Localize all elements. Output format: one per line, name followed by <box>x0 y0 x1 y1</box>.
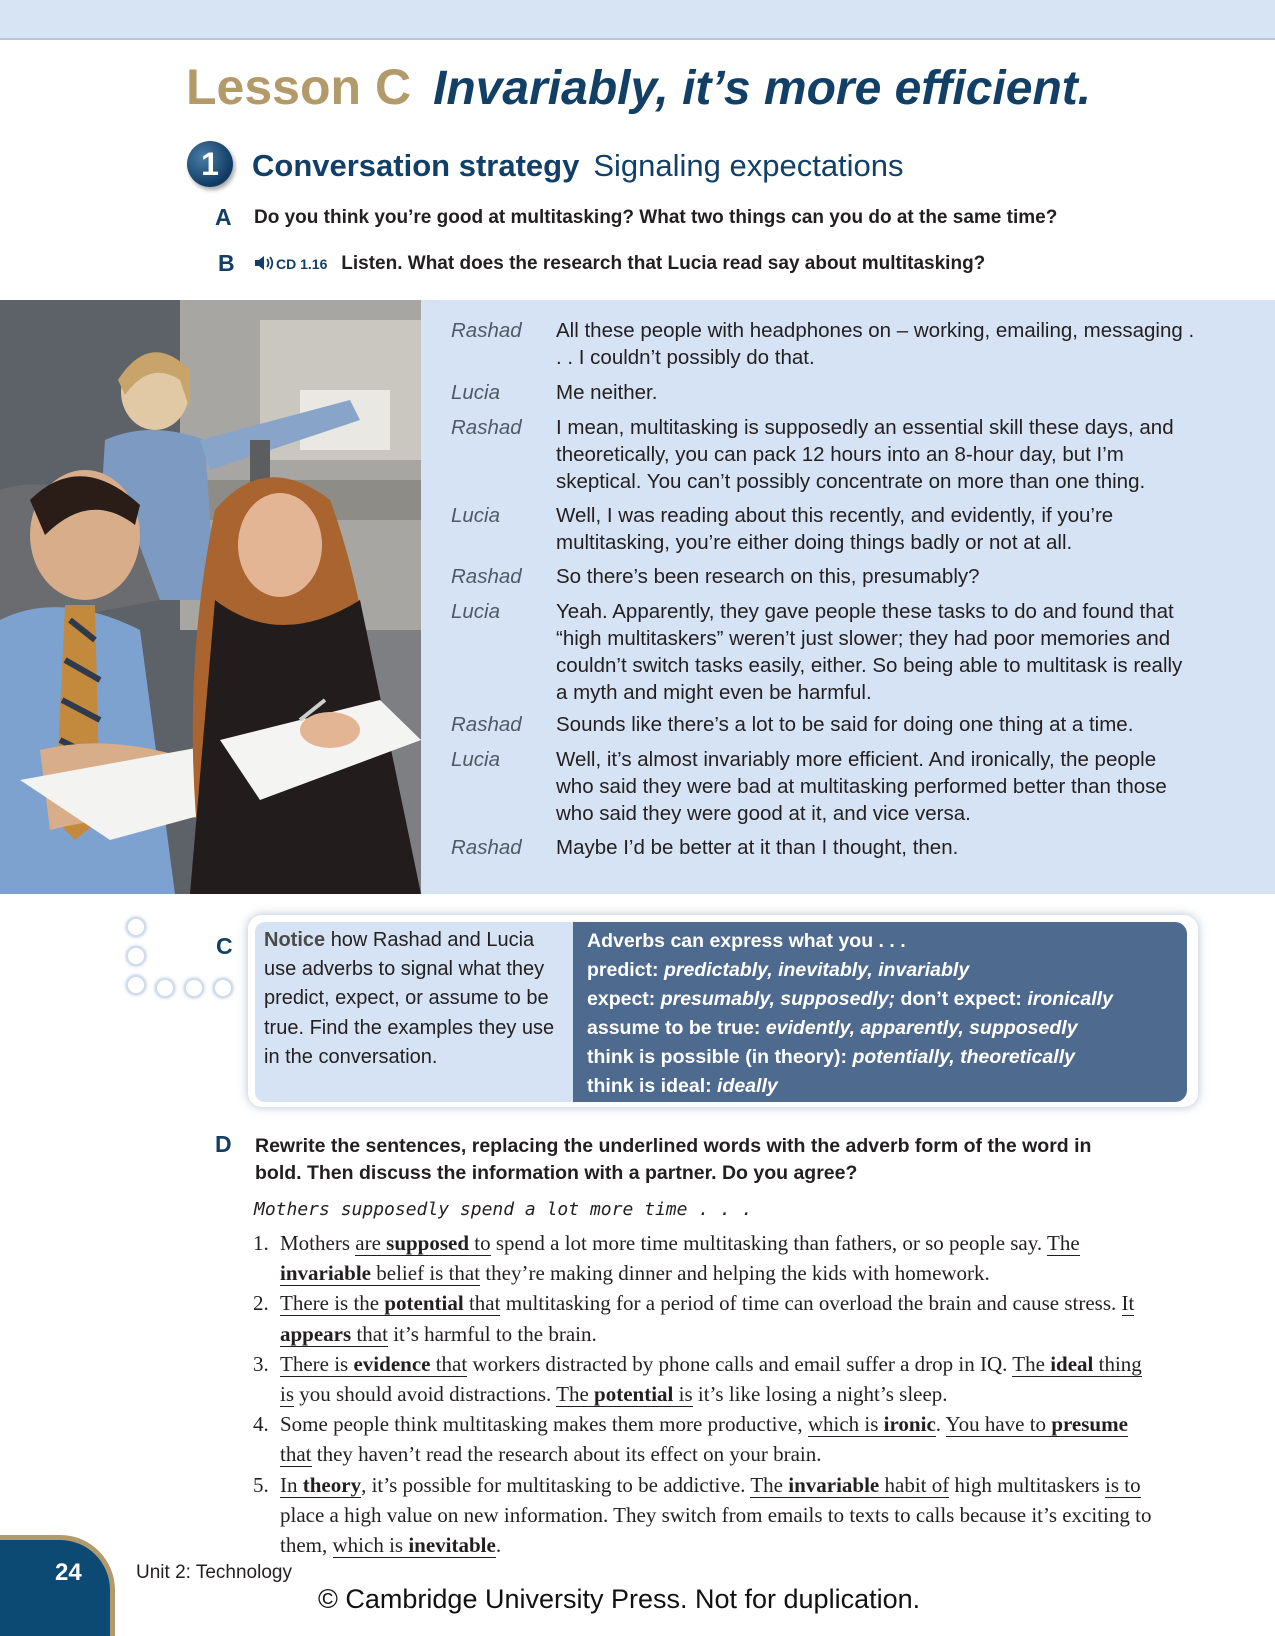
adverbs-predict <box>587 959 969 982</box>
speaker-name: Rashad <box>451 416 522 439</box>
item-number: 3. <box>253 1351 269 1376</box>
section-number-badge: 1 <box>187 141 233 187</box>
office-photo <box>0 300 421 894</box>
adverbs-expect <box>587 988 1113 1011</box>
speech-text: Maybe I’d be better at it than I thought, then. <box>556 836 959 859</box>
item-number: 2. <box>253 1291 269 1316</box>
speech-text: Well, it’s almost invariably more efficient. And ironically, the people who said they were bad at multitasking performed better than those who said they were good at it, and vice versa. <box>556 748 1167 825</box>
question-b-text: Listen. What does the research that Lucia read say about multitasking? <box>341 253 986 274</box>
speaker-name: Rashad <box>451 565 522 588</box>
question-b-letter: B <box>218 250 235 276</box>
list-item: 2. There is the potential that multitasking for a period of time can overload the brain and cause stress. It appears that it’s harmful to the brain. <box>253 1288 1153 1348</box>
question-b <box>254 253 985 275</box>
speech-text: Yeah. Apparently, they gave people these tasks to do and found that “high multitaskers” weren’t just slower; they had poor memories and couldn’t switch tasks easily, either. So being able to multitask is really a myth and might even be harmful. <box>556 600 1183 704</box>
speech-text: Me neither. <box>556 381 658 404</box>
item-number: 5. <box>253 1472 269 1497</box>
speaker-name: Lucia <box>451 504 501 527</box>
speaker-name: Rashad <box>451 713 522 736</box>
photo-illustration <box>0 300 421 894</box>
adverbs-examples: ideally <box>717 1075 778 1097</box>
speaker-name: Lucia <box>451 600 501 623</box>
adverbs-examples: potentially, theoretically <box>852 1046 1075 1068</box>
lesson-label: Lesson C <box>186 59 412 115</box>
speaker-name: Lucia <box>451 748 501 771</box>
list-item: 4. Some people think multitasking makes them more productive, which is ironic. You have to presume that they haven’t read the research about its effect on your brain. <box>253 1409 1153 1469</box>
adverbs-examples: predictably, inevitably, invariably <box>663 959 970 981</box>
speech-text: All these people with headphones on – working, emailing, messaging . . . I couldn’t possibly do that. <box>556 319 1195 369</box>
adverbs-label: expect: <box>587 988 656 1010</box>
speech-text: Well, I was reading about this recently, and evidently, if you’re multitasking, you’re either doing things badly or not at all. <box>556 504 1114 554</box>
exercise-list <box>253 1228 1153 1560</box>
adverbs-possible <box>587 1046 1075 1069</box>
notice-lead: Notice <box>264 929 326 951</box>
speaker-name: Lucia <box>451 381 501 404</box>
adverbs-label: don’t expect: <box>900 988 1022 1010</box>
lesson-subtitle: Invariably, it’s more efficient. <box>433 62 1092 115</box>
item-number: 4. <box>253 1412 269 1437</box>
notice-letter: C <box>216 933 233 959</box>
adverbs-label: think is ideal: <box>587 1075 712 1097</box>
section-subtitle: Signaling expectations <box>593 148 904 183</box>
adverbs-label: think is possible (in theory): <box>587 1046 848 1068</box>
adverbs-label: assume to be true: <box>587 1017 761 1039</box>
question-a-letter: A <box>215 204 232 230</box>
audio-label: CD 1.16 <box>276 256 328 272</box>
notice-body: how Rashad and Lucia use adverbs to signal what they predict, expect, or assume to be true. Find the examples they use in the conversation. <box>264 929 555 1068</box>
list-item: 5. In theory, it’s possible for multitasking to be addictive. The invariable habit of high multitaskers is to place a high value on new information. They switch from emails to texts to calls because it’s exciting to them, which is inevitable. <box>253 1470 1153 1561</box>
adverbs-examples: presumably, supposedly; <box>660 988 896 1010</box>
unit-label: Unit 2: Technology <box>136 1562 292 1583</box>
exercise-d-letter: D <box>215 1131 232 1157</box>
speech-text: I mean, multitasking is supposedly an essential skill these days, and theoretically, you can pack 12 hours into an 8-hour day, but I’m skeptical. You can’t possibly concentrate on more than one thing. <box>556 416 1174 493</box>
lesson-title <box>186 58 1091 116</box>
list-item: 3. There is evidence that workers distracted by phone calls and email suffer a drop in IQ. The ideal thing is you should avoid distractions. The potential is it’s like losing a night’s sleep. <box>253 1349 1153 1409</box>
adverbs-examples: evidently, apparently, supposedly <box>765 1017 1078 1039</box>
exercise-d-instructions: Rewrite the sentences, replacing the underlined words with the adverb form of the word in bold. Then discuss the information with a partner. Do you agree? <box>255 1135 1092 1184</box>
section-heading <box>252 148 904 184</box>
top-banner <box>0 0 1275 40</box>
conversation-panel <box>421 300 1275 894</box>
adverbs-assume <box>587 1017 1078 1040</box>
speech-text: Sounds like there’s a lot to be said for doing one thing at a time. <box>556 713 1134 736</box>
page-number: 24 <box>55 1559 82 1586</box>
adverbs-heading: Adverbs can express what you . . . <box>587 930 906 952</box>
speaker-name: Rashad <box>451 836 522 859</box>
copyright-notice: © Cambridge University Press. Not for duplication. <box>318 1584 921 1614</box>
handwritten-example: Mothers supposedly spend a lot more time . . . <box>254 1199 753 1220</box>
audio-track[interactable] <box>254 256 331 272</box>
speech-text: So there’s been research on this, presumably? <box>556 565 980 588</box>
item-number: 1. <box>253 1231 269 1255</box>
section-title: Conversation strategy <box>252 148 580 183</box>
adverbs-examples: ironically <box>1027 988 1113 1010</box>
notice-text <box>264 926 564 1072</box>
speaker-name: Rashad <box>451 319 522 342</box>
adverbs-label: predict: <box>587 959 659 981</box>
speaker-icon <box>254 255 276 271</box>
question-a-text: Do you think you’re good at multitasking? What two things can you do at the same time? <box>254 207 1058 228</box>
adverbs-ideal <box>587 1075 778 1098</box>
list-item: 1. Mothers are supposed to spend a lot more time multitasking than fathers, or so people say. The invariable belief is that they’re making dinner and helping the kids with homework. <box>253 1228 1153 1288</box>
